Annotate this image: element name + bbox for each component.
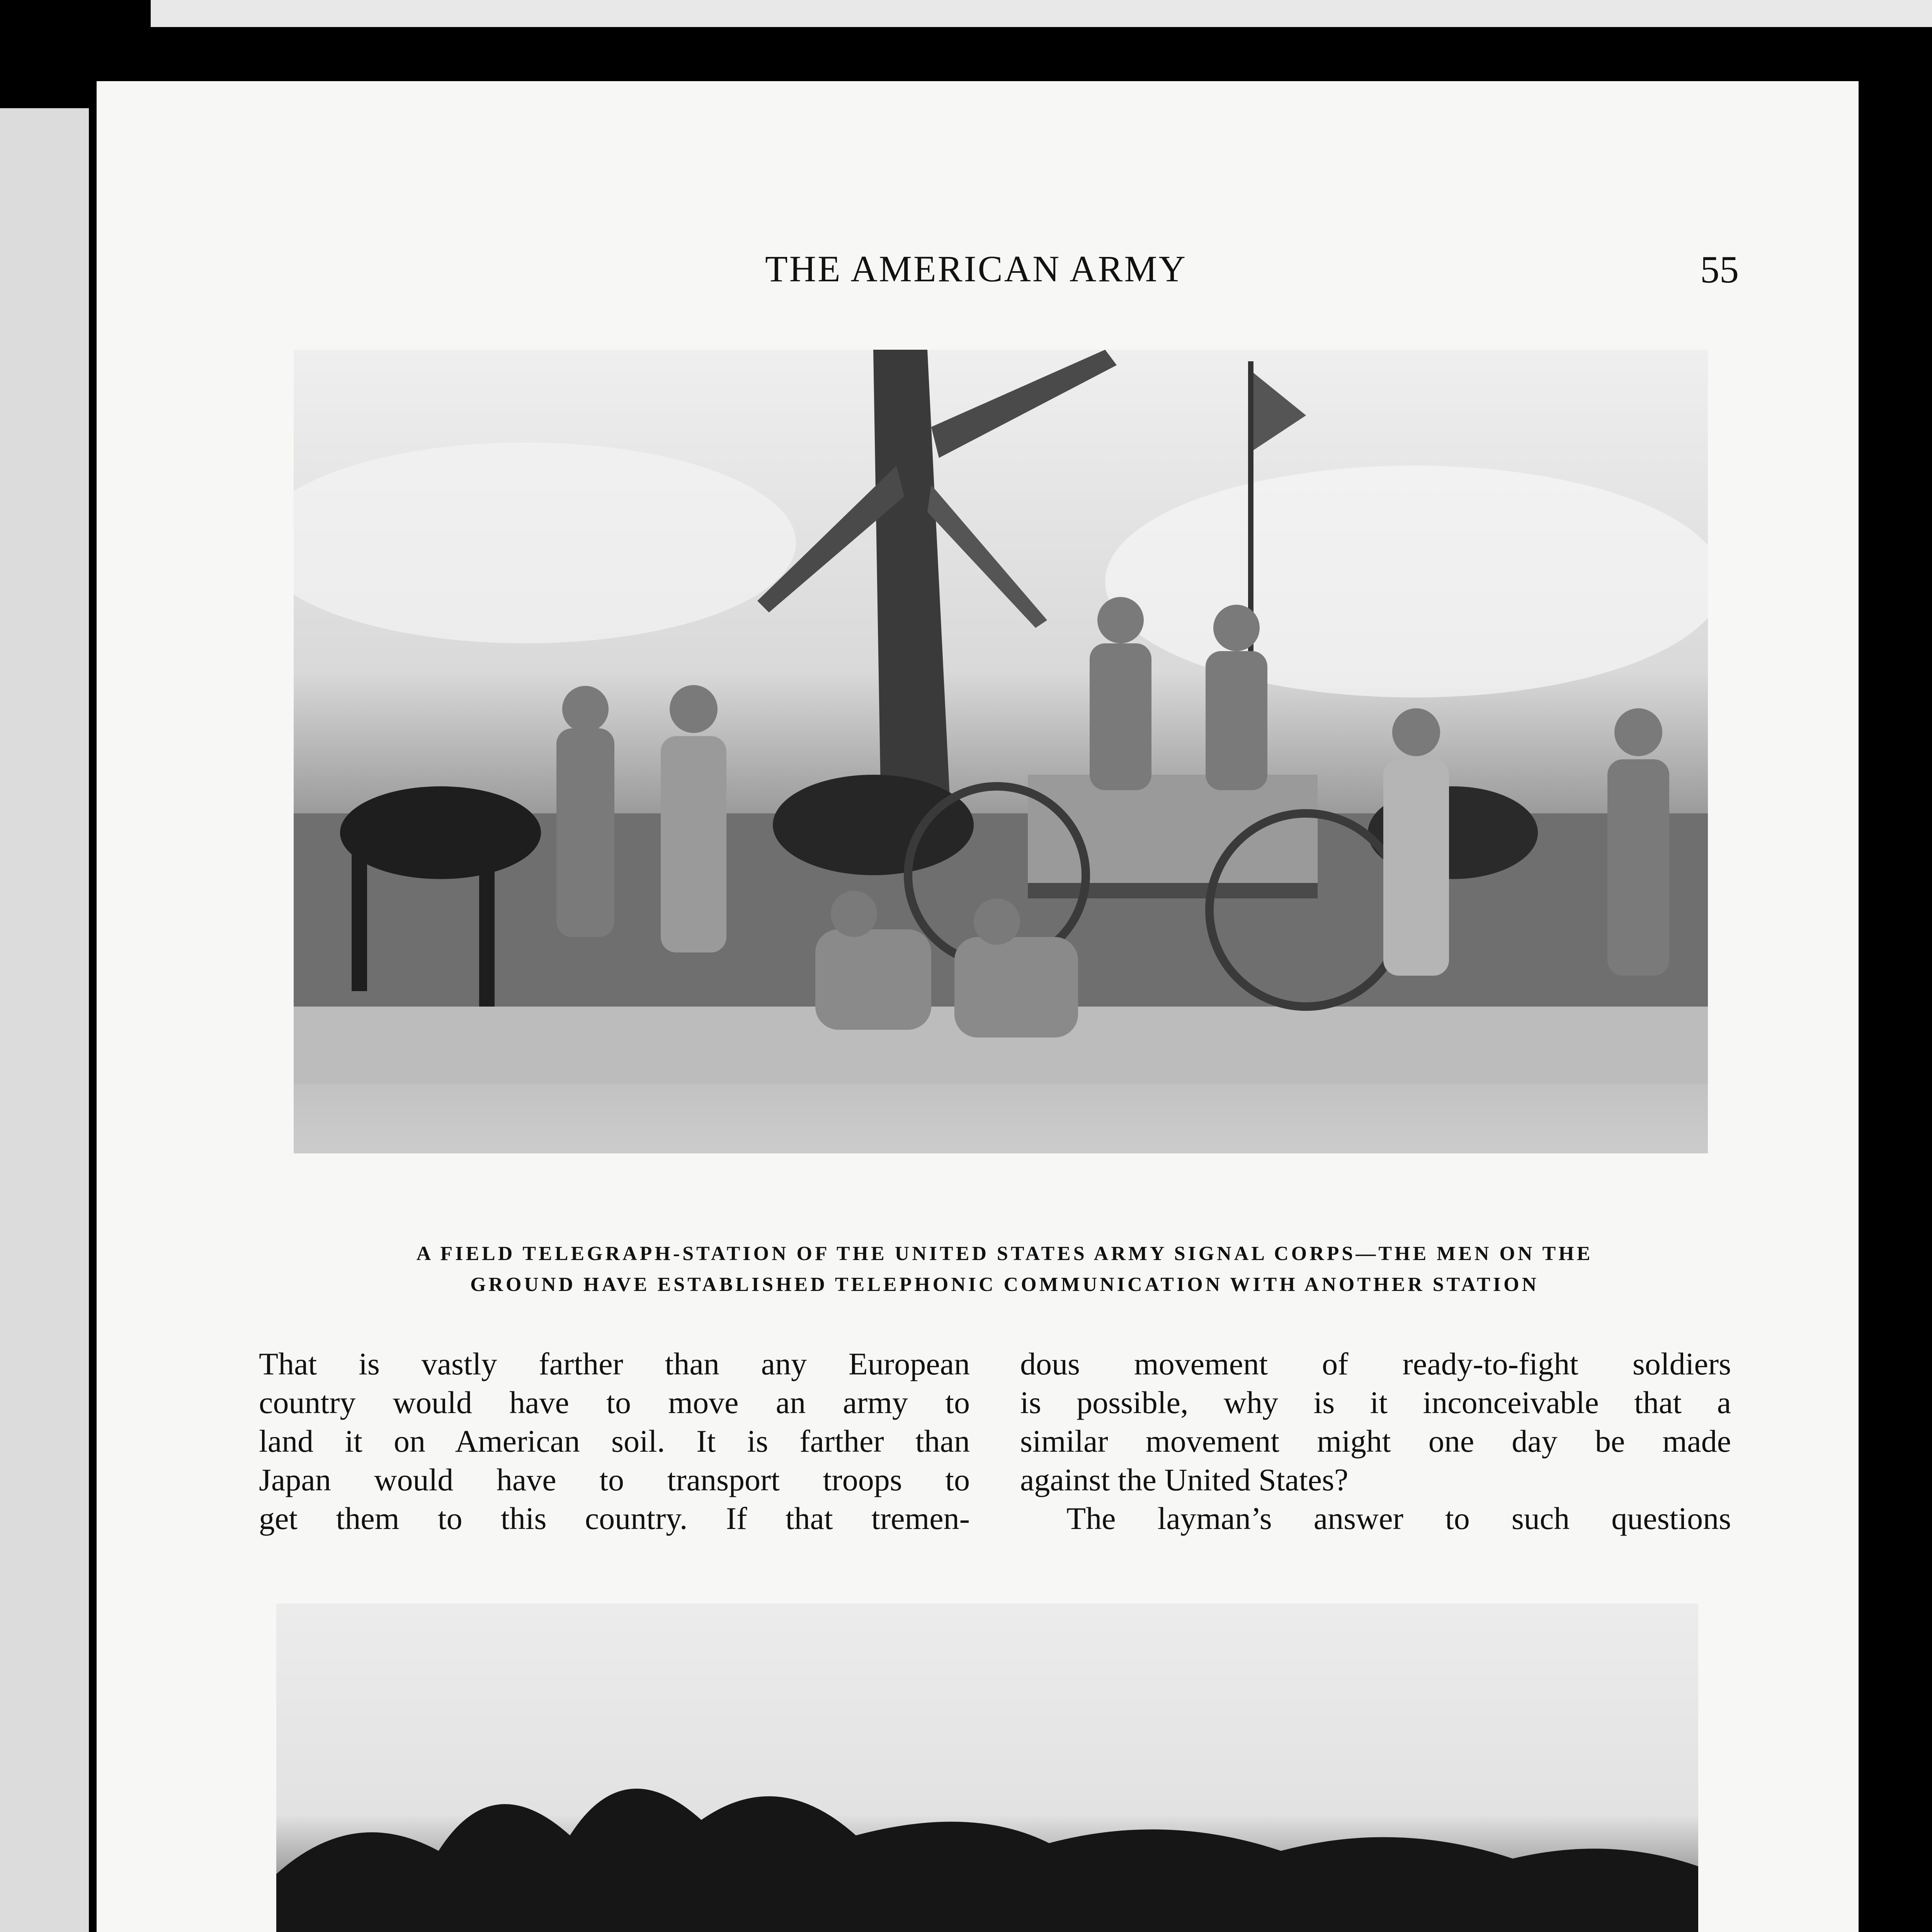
text-line: country would have to move an army to <box>259 1385 970 1420</box>
text-line: The layman’s answer to such questions <box>1066 1501 1731 1536</box>
text-line: similar movement might one day be made <box>1020 1423 1731 1459</box>
text-line: is possible, why is it inconceivable that a <box>1020 1385 1731 1420</box>
caption-top-line-1: A FIELD TELEGRAPH-STATION OF THE UNITED STATES ARMY SIGNAL CORPS—THE MEN ON THE <box>416 1243 1593 1265</box>
scan-top-edge <box>151 0 1932 27</box>
caption-top <box>232 1238 1777 1300</box>
text-line: That is vastly farther than any European <box>259 1346 970 1381</box>
previous-page-edge <box>0 108 89 1932</box>
text-line: get them to this country. If that tremen- <box>259 1501 970 1536</box>
photo-signal-corps-detachment <box>276 1604 1698 1932</box>
photo-top-illustration <box>294 350 1708 1153</box>
text-line: Japan would have to transport troops to <box>259 1462 970 1497</box>
photo-bottom-illustration <box>276 1604 1698 1932</box>
text-line: against the United States? <box>1020 1462 1349 1497</box>
text-line: land it on American soil. It is farther than <box>259 1423 970 1459</box>
text-column-left <box>259 1345 970 1538</box>
text-column-right <box>1020 1345 1731 1538</box>
page-number: 55 <box>1700 248 1739 291</box>
caption-top-line-2: GROUND HAVE ESTABLISHED TELEPHONIC COMMUNICATION WITH ANOTHER STATION <box>470 1274 1539 1296</box>
text-line: dous movement of ready-to-fight soldiers <box>1020 1346 1731 1381</box>
photo-field-telegraph-station <box>294 350 1708 1153</box>
running-head: THE AMERICAN ARMY <box>765 248 1187 289</box>
